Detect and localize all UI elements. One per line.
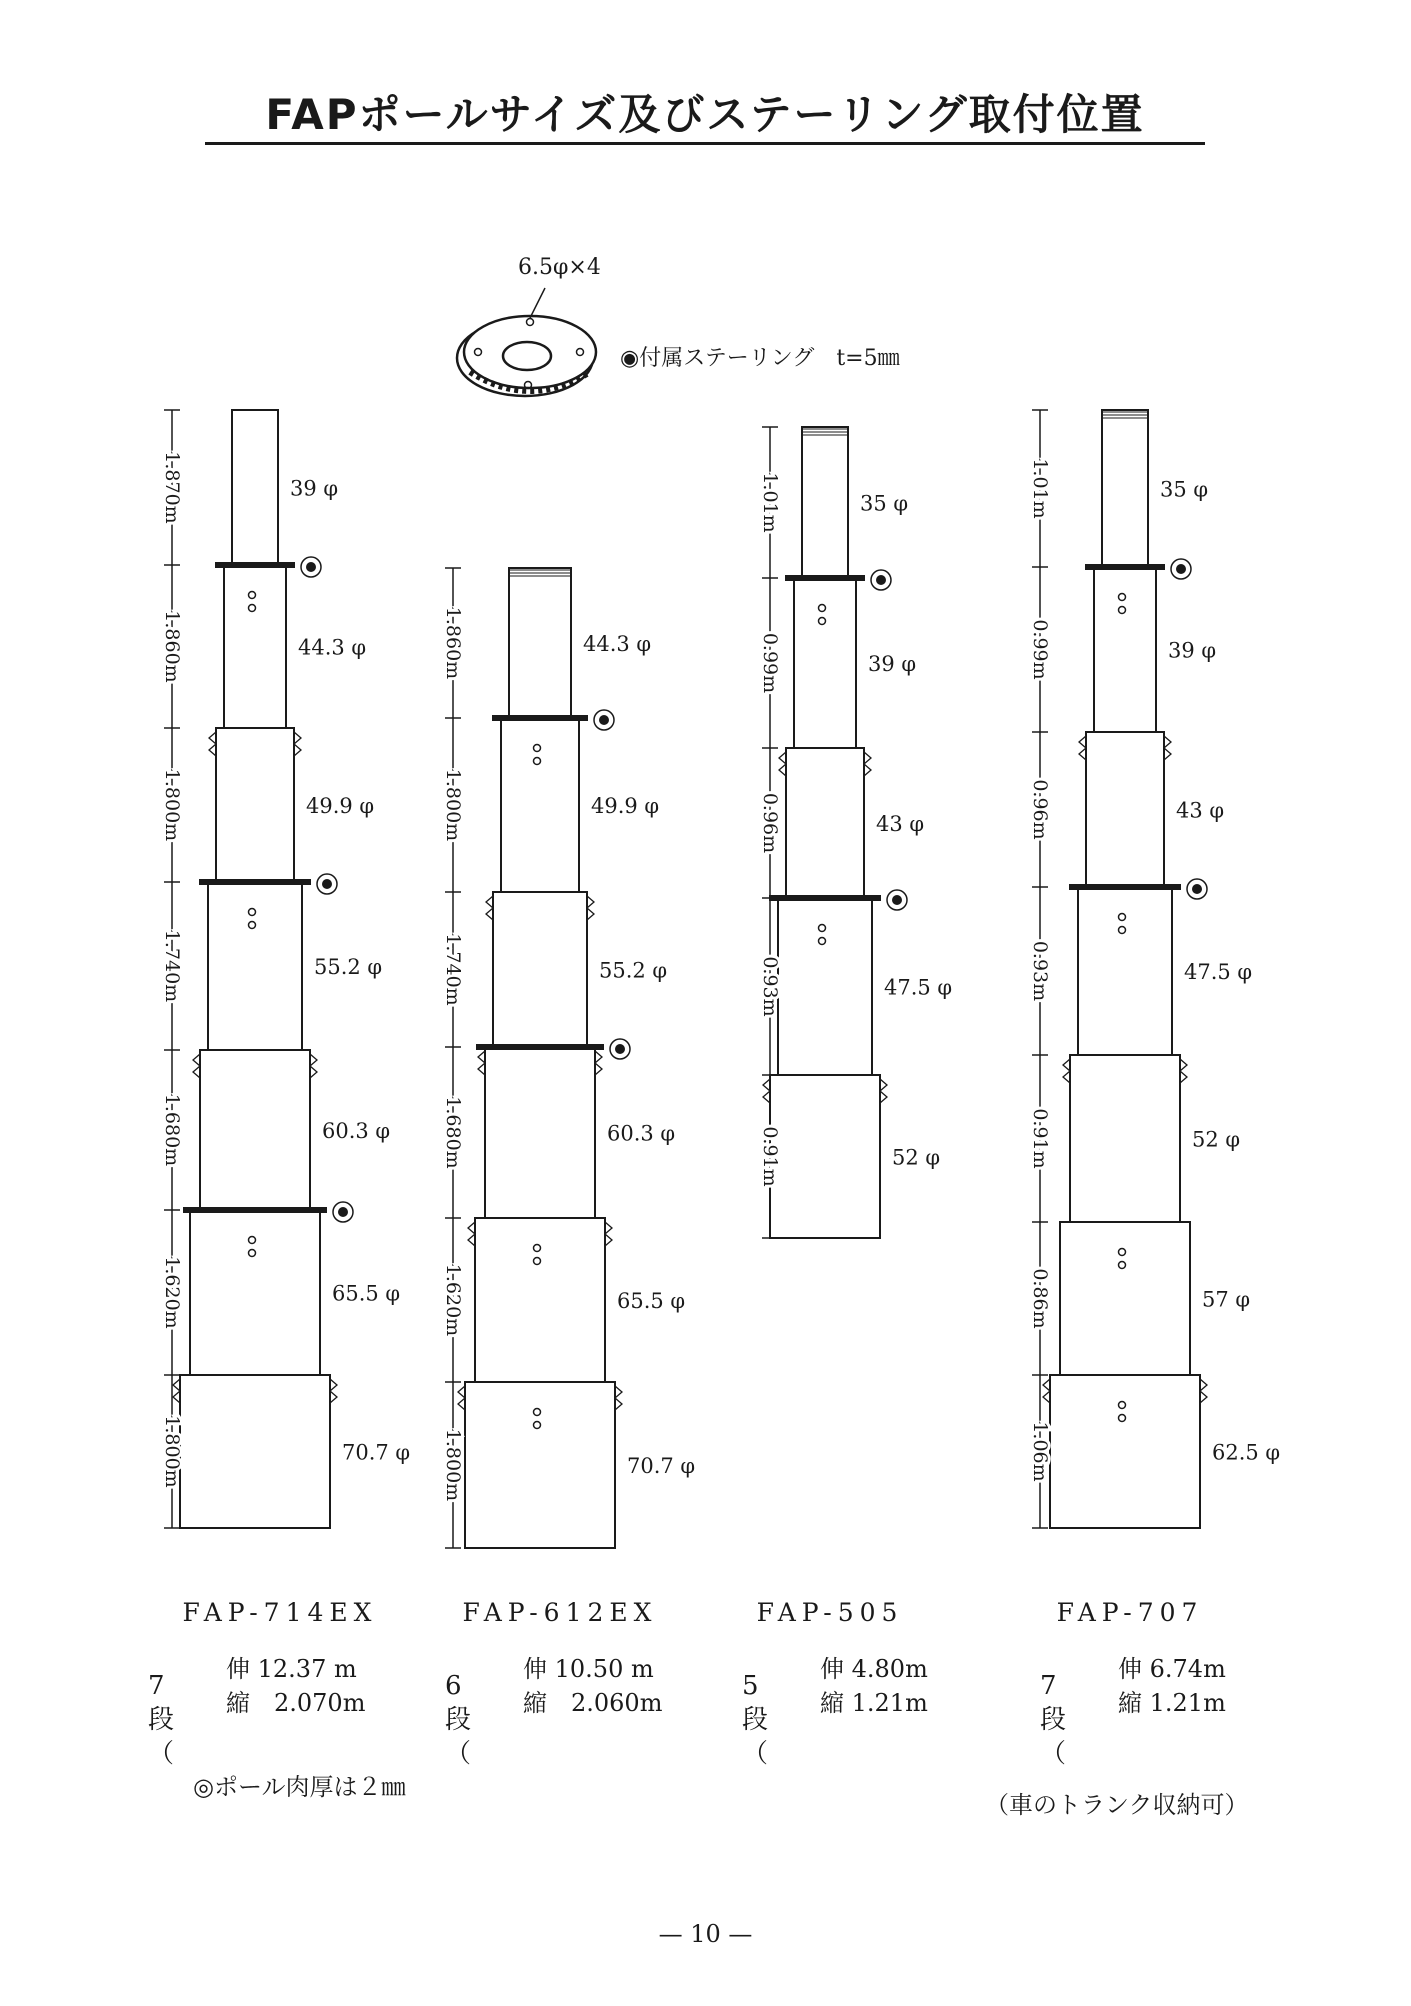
diameter-label: 43 φ — [1176, 798, 1225, 823]
clamp-mark — [615, 1386, 622, 1410]
stay-ring — [215, 562, 295, 568]
length-label: 1.01m — [759, 472, 781, 533]
diameter-label: 57 φ — [1202, 1287, 1251, 1312]
length-label: 0.99m — [759, 632, 781, 694]
pole-section — [794, 578, 856, 748]
stay-ring — [785, 575, 865, 581]
length-label: 1.01m — [1029, 458, 1051, 519]
pole-section — [1078, 887, 1172, 1055]
length-label: 1.870m — [161, 451, 183, 524]
diameter-label: 44.3 φ — [583, 632, 652, 656]
pole-section — [1102, 410, 1148, 567]
stay-ring — [769, 895, 881, 901]
clamp-mark — [1164, 736, 1171, 760]
trunk-storage-note: （車のトランク収納可） — [985, 1791, 1249, 1819]
clamp-mark — [1043, 1379, 1050, 1403]
stay-ring-marker-dot — [876, 575, 886, 585]
stay-ring — [476, 1044, 604, 1050]
stay-ring-marker-dot — [322, 879, 332, 889]
length-label: 0.91m — [759, 1126, 781, 1187]
wall-thickness-note: ◎ポール肉厚は２㎜ — [193, 1773, 406, 1801]
clamp-mark — [310, 1054, 317, 1078]
clamp-mark — [193, 1054, 200, 1078]
diameter-label: 55.2 φ — [599, 958, 668, 983]
length-label: 0.93m — [1029, 940, 1051, 1002]
model-name-fap-707: FAP-707 — [1056, 1598, 1204, 1627]
pole-section — [465, 1382, 615, 1548]
pole-section — [1070, 1055, 1180, 1222]
stay-ring-marker-dot — [892, 895, 902, 905]
diameter-label: 35 φ — [1160, 477, 1209, 502]
length-label: 1.680m — [161, 1093, 183, 1167]
length-label: 1.620m — [161, 1256, 183, 1329]
stay-ring — [492, 715, 588, 721]
pole-section — [509, 568, 571, 718]
length-label: 0.96m — [759, 792, 781, 854]
pole-section — [1086, 732, 1164, 887]
clamp-mark — [1180, 1059, 1187, 1083]
stay-ring-marker-dot — [1176, 564, 1186, 574]
length-label: 0.86m — [1029, 1268, 1051, 1329]
length-label: 0.91m — [1029, 1108, 1051, 1169]
ring-label: ◉付属ステーリング t=5㎜ — [620, 346, 900, 371]
pole-section — [501, 718, 579, 892]
pole-section — [802, 427, 848, 578]
model-name-fap-714ex: FAP-714EX — [182, 1598, 378, 1627]
pole-fap-714ex — [161, 410, 410, 1528]
pole-section — [1060, 1222, 1190, 1375]
clamp-mark — [763, 1079, 770, 1103]
diameter-label: 49.9 φ — [306, 794, 375, 818]
clamp-mark — [468, 1222, 475, 1246]
stay-ring-illustration — [457, 288, 596, 396]
diameter-label: 65.5 φ — [332, 1281, 401, 1306]
length-label: 1.620m — [442, 1263, 464, 1337]
pole-section — [200, 1050, 310, 1210]
length-label: 0.93m — [759, 956, 781, 1017]
extended-length: 伸 12.37 m — [226, 1655, 357, 1683]
pole-section — [216, 728, 294, 882]
retracted-length: 縮 1.21m — [820, 1689, 928, 1717]
clamp-mark — [779, 752, 786, 776]
pole-section — [232, 410, 278, 565]
extended-length: 伸 6.74m — [1118, 1655, 1226, 1683]
pole-section — [778, 898, 872, 1075]
stay-ring-marker-dot — [338, 1207, 348, 1217]
pole-section — [786, 748, 864, 898]
clamp-mark — [486, 896, 493, 920]
clamp-mark — [478, 1051, 485, 1075]
pole-section — [190, 1210, 320, 1375]
pole-section — [475, 1218, 605, 1382]
clamp-mark — [605, 1222, 612, 1246]
extended-length: 伸 4.80m — [820, 1655, 928, 1683]
clamp-mark — [1200, 1379, 1207, 1403]
extended-length: 伸 10.50 m — [523, 1655, 654, 1683]
length-label: 1.800m — [442, 768, 464, 842]
length-label: 1.800m — [442, 1428, 464, 1502]
stage-count: 7段（ — [1040, 1671, 1067, 1769]
stay-ring-marker-dot — [1192, 884, 1202, 894]
diameter-label: 39 φ — [868, 652, 917, 676]
ring-holes-label: 6.5φ×4 — [518, 255, 601, 280]
stay-ring-marker-dot — [599, 715, 609, 725]
pole-section — [1094, 567, 1156, 732]
diameter-label: 70.7 φ — [342, 1440, 411, 1465]
diameter-label: 43 φ — [876, 812, 925, 836]
clamp-mark — [294, 732, 301, 756]
length-label: 1.680m — [442, 1096, 464, 1169]
diameter-label: 47.5 φ — [884, 975, 953, 1000]
clamp-mark — [458, 1386, 465, 1410]
pole-section — [224, 565, 286, 728]
stay-ring-marker-dot — [306, 562, 316, 572]
diameter-label: 60.3 φ — [322, 1119, 391, 1143]
pole-section — [493, 892, 587, 1047]
length-label: 1.860m — [161, 610, 183, 683]
diameter-label: 62.5 φ — [1212, 1440, 1281, 1465]
clamp-mark — [864, 752, 871, 776]
pole-section — [1050, 1375, 1200, 1528]
diameter-label: 52 φ — [1192, 1127, 1241, 1152]
stay-ring — [183, 1207, 327, 1213]
diameter-label: 55.2 φ — [314, 955, 383, 979]
length-label: 0.96m — [1029, 779, 1051, 840]
diameter-label: 70.7 φ — [627, 1454, 696, 1478]
stay-ring — [1085, 564, 1165, 570]
length-label: 1.860m — [442, 606, 464, 680]
clamp-mark — [209, 732, 216, 756]
diameter-label: 49.9 φ — [591, 794, 660, 818]
clamp-mark — [173, 1379, 180, 1403]
length-label: 1.06m — [1029, 1421, 1051, 1482]
length-label: 0.99m — [1029, 619, 1051, 680]
length-label: 1.740m — [161, 929, 183, 1003]
length-label: 1.800m — [161, 1415, 183, 1488]
clamp-mark — [587, 896, 594, 920]
clamp-mark — [1079, 736, 1086, 760]
page-title: FAPポールサイズ及びステーリング取付位置 — [265, 90, 1145, 139]
retracted-length: 縮 2.060m — [523, 1689, 663, 1717]
diameter-label: 47.5 φ — [1184, 960, 1253, 984]
retracted-length: 縮 2.070m — [226, 1689, 366, 1717]
retracted-length: 縮 1.21m — [1118, 1689, 1226, 1717]
diameter-label: 65.5 φ — [617, 1289, 686, 1313]
stay-ring — [199, 879, 311, 885]
pole-section — [485, 1047, 595, 1218]
pole-fap-505 — [759, 427, 952, 1238]
model-name-fap-505: FAP-505 — [756, 1598, 904, 1627]
diameter-label: 35 φ — [860, 491, 909, 516]
diameter-label: 39 φ — [290, 476, 339, 501]
stage-count: 5段（ — [742, 1671, 769, 1769]
diameter-label: 44.3 φ — [298, 635, 367, 660]
clamp-mark — [1063, 1059, 1070, 1083]
pole-fap-707 — [1029, 410, 1280, 1528]
stay-ring — [1069, 884, 1181, 890]
clamp-mark — [330, 1379, 337, 1403]
model-name-fap-612ex: FAP-612EX — [462, 1598, 658, 1627]
diameter-label: 52 φ — [892, 1145, 941, 1170]
pole-section — [208, 882, 302, 1050]
stage-count: 6段（ — [445, 1671, 472, 1769]
pole-fap-612ex — [442, 568, 695, 1548]
stay-ring-marker-dot — [615, 1044, 625, 1054]
clamp-mark — [880, 1079, 887, 1103]
diameter-label: 60.3 φ — [607, 1121, 676, 1146]
clamp-mark — [595, 1051, 602, 1075]
pole-section — [180, 1375, 330, 1528]
stage-count: 7段（ — [148, 1671, 175, 1769]
length-label: 1.800m — [161, 768, 183, 842]
pole-section — [770, 1075, 880, 1238]
page-number: — 10 — — [658, 1920, 753, 1948]
length-label: 1.740m — [442, 933, 464, 1006]
diameter-label: 39 φ — [1168, 638, 1217, 663]
